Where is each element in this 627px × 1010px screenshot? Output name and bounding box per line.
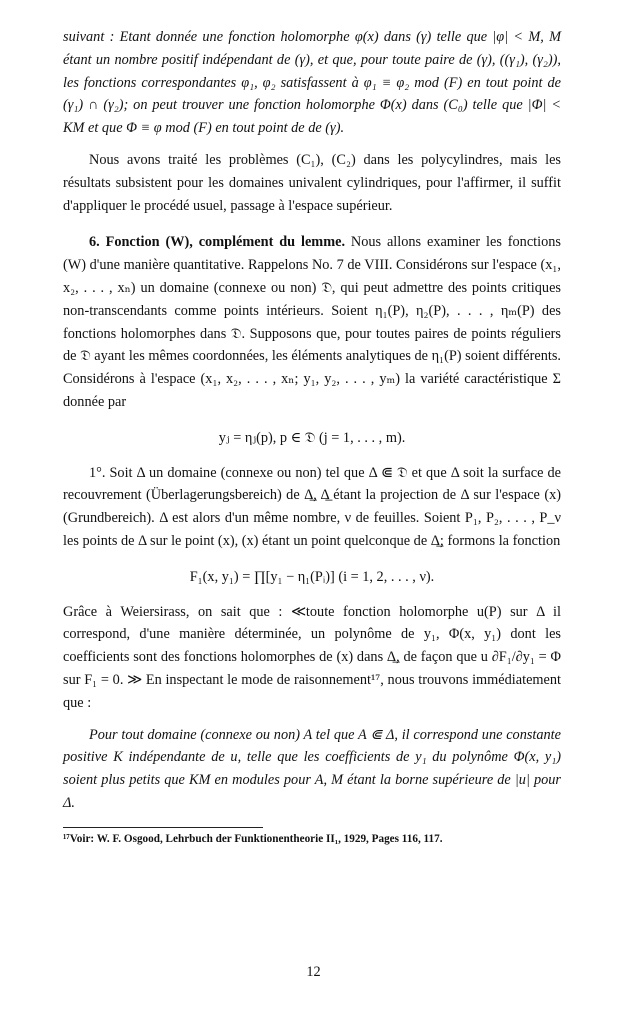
equation-product: F₁(x, y₁) = ∏[y₁ − η₁(Pᵢ)] (i = 1, 2, . . . , ν).: [189, 568, 435, 585]
paragraph-weierstrass: Grâce à Weiersirass, on sait que : ≪toute fonction holomorphe u(P) sur Δ il correspond, d'une manière déterminée, un polynôme de y₁, Φ(x, y₁) dont les coefficients sont des fonctions holomorphes de (x) dans Δ̲, de façon que u ∂F₁/∂y₁ = Φ sur F₁ = 0. ≫ En inspectant le mode de raisonnement¹⁷, nous trouvons immédiatement que :: [63, 603, 561, 711]
equation-characteristic-variety: yⱼ = ηⱼ(p), p ∈ 𝔇 (j = 1, . . . , m).: [218, 429, 406, 446]
paragraph-point-1: 1°. Soit Δ un domaine (connexe ou non) tel que Δ ⋐ 𝔇 et que Δ soit la surface de recouvrement (Überlagerungsbereich) de Δ̲, Δ̲ étant la projection de Δ sur l'espace (x) (Grundbereich). Δ est alors d'un même nombre, ν de feuilles. Soient P₁, P₂, . . . , P_ν les points de Δ sur le point (x), (x) étant un point quelconque de Δ̲; formons la fonction: [63, 464, 561, 549]
section-heading: 6. Fonction (W), complément du lemme.: [89, 234, 346, 251]
footnote: ¹⁷Voir: W. F. Osgood, Lehrbuch der Funktionentheorie II₁, 1929, Pages 116, 117.: [63, 832, 443, 845]
paragraph-theorem-statement: suivant : Etant donnée une fonction holomorphe φ(x) dans (γ) telle que |φ| < M, M étant un nombre positif indépendant de (γ), et que, pour toute paire de (γ), ((γ₁), (γ₂)), les fonctions correspondantes φ₁, φ₂ satisfassent à φ₁ ≡ φ₂ mod (F) en tout point de (γ₁) ∩ (γ₂); on peut trouver une fonction holomorphe Φ(x) dans (C₀) telle que |Φ| < KM et que Φ ≡ φ mod (F) en tout point de de (γ).: [63, 29, 561, 137]
page-number: 12: [306, 964, 321, 980]
page-body: [63, 26, 561, 847]
paragraph-remark: Nous avons traité les problèmes (C₁), (C₂) dans les polycylindres, mais les résultats subsistent pour les domaines univalent cylindriques, pour l'affirmer, il suffit d'appliquer le procédé usuel, passage à l'espace supérieur.: [63, 151, 561, 214]
footnote-rule: [63, 827, 263, 828]
paragraph-section-6: [63, 231, 561, 413]
paragraph-lemma-statement: Pour tout domaine (connexe ou non) A tel que A ⋐ Δ, il correspond une constante positive K indépendante de u, telle que les coefficients de y₁ du polynôme Φ(x, y₁) soient plus petits que KM en modules pour A, M étant la borne supérieure de |u| pour Δ.: [63, 726, 561, 811]
section-body: Nous allons examiner les fonctions (W) d'une manière quantitative. Rappelons No. 7 de VIII. Considérons sur l'espace (x₁, x₂, . . . , xₙ) un domaine (connexe ou non) 𝔇, qui peut admettre des points critiques non-transcendants comme points intérieurs. Soient η₁(P), η₂(P), . . . , ηₘ(P) des fonctions holomorphes dans 𝔇. Supposons que, pour toutes paires de points réguliers de 𝔇 ayant les mêmes coordonnées, les éléments analytiques de η₁(P) soient différents. Considérons à l'espace (x₁, x₂, . . . , xₙ; y₁, y₂, . . . , yₘ) la variété caractéristique Σ donnée par: [63, 234, 561, 410]
